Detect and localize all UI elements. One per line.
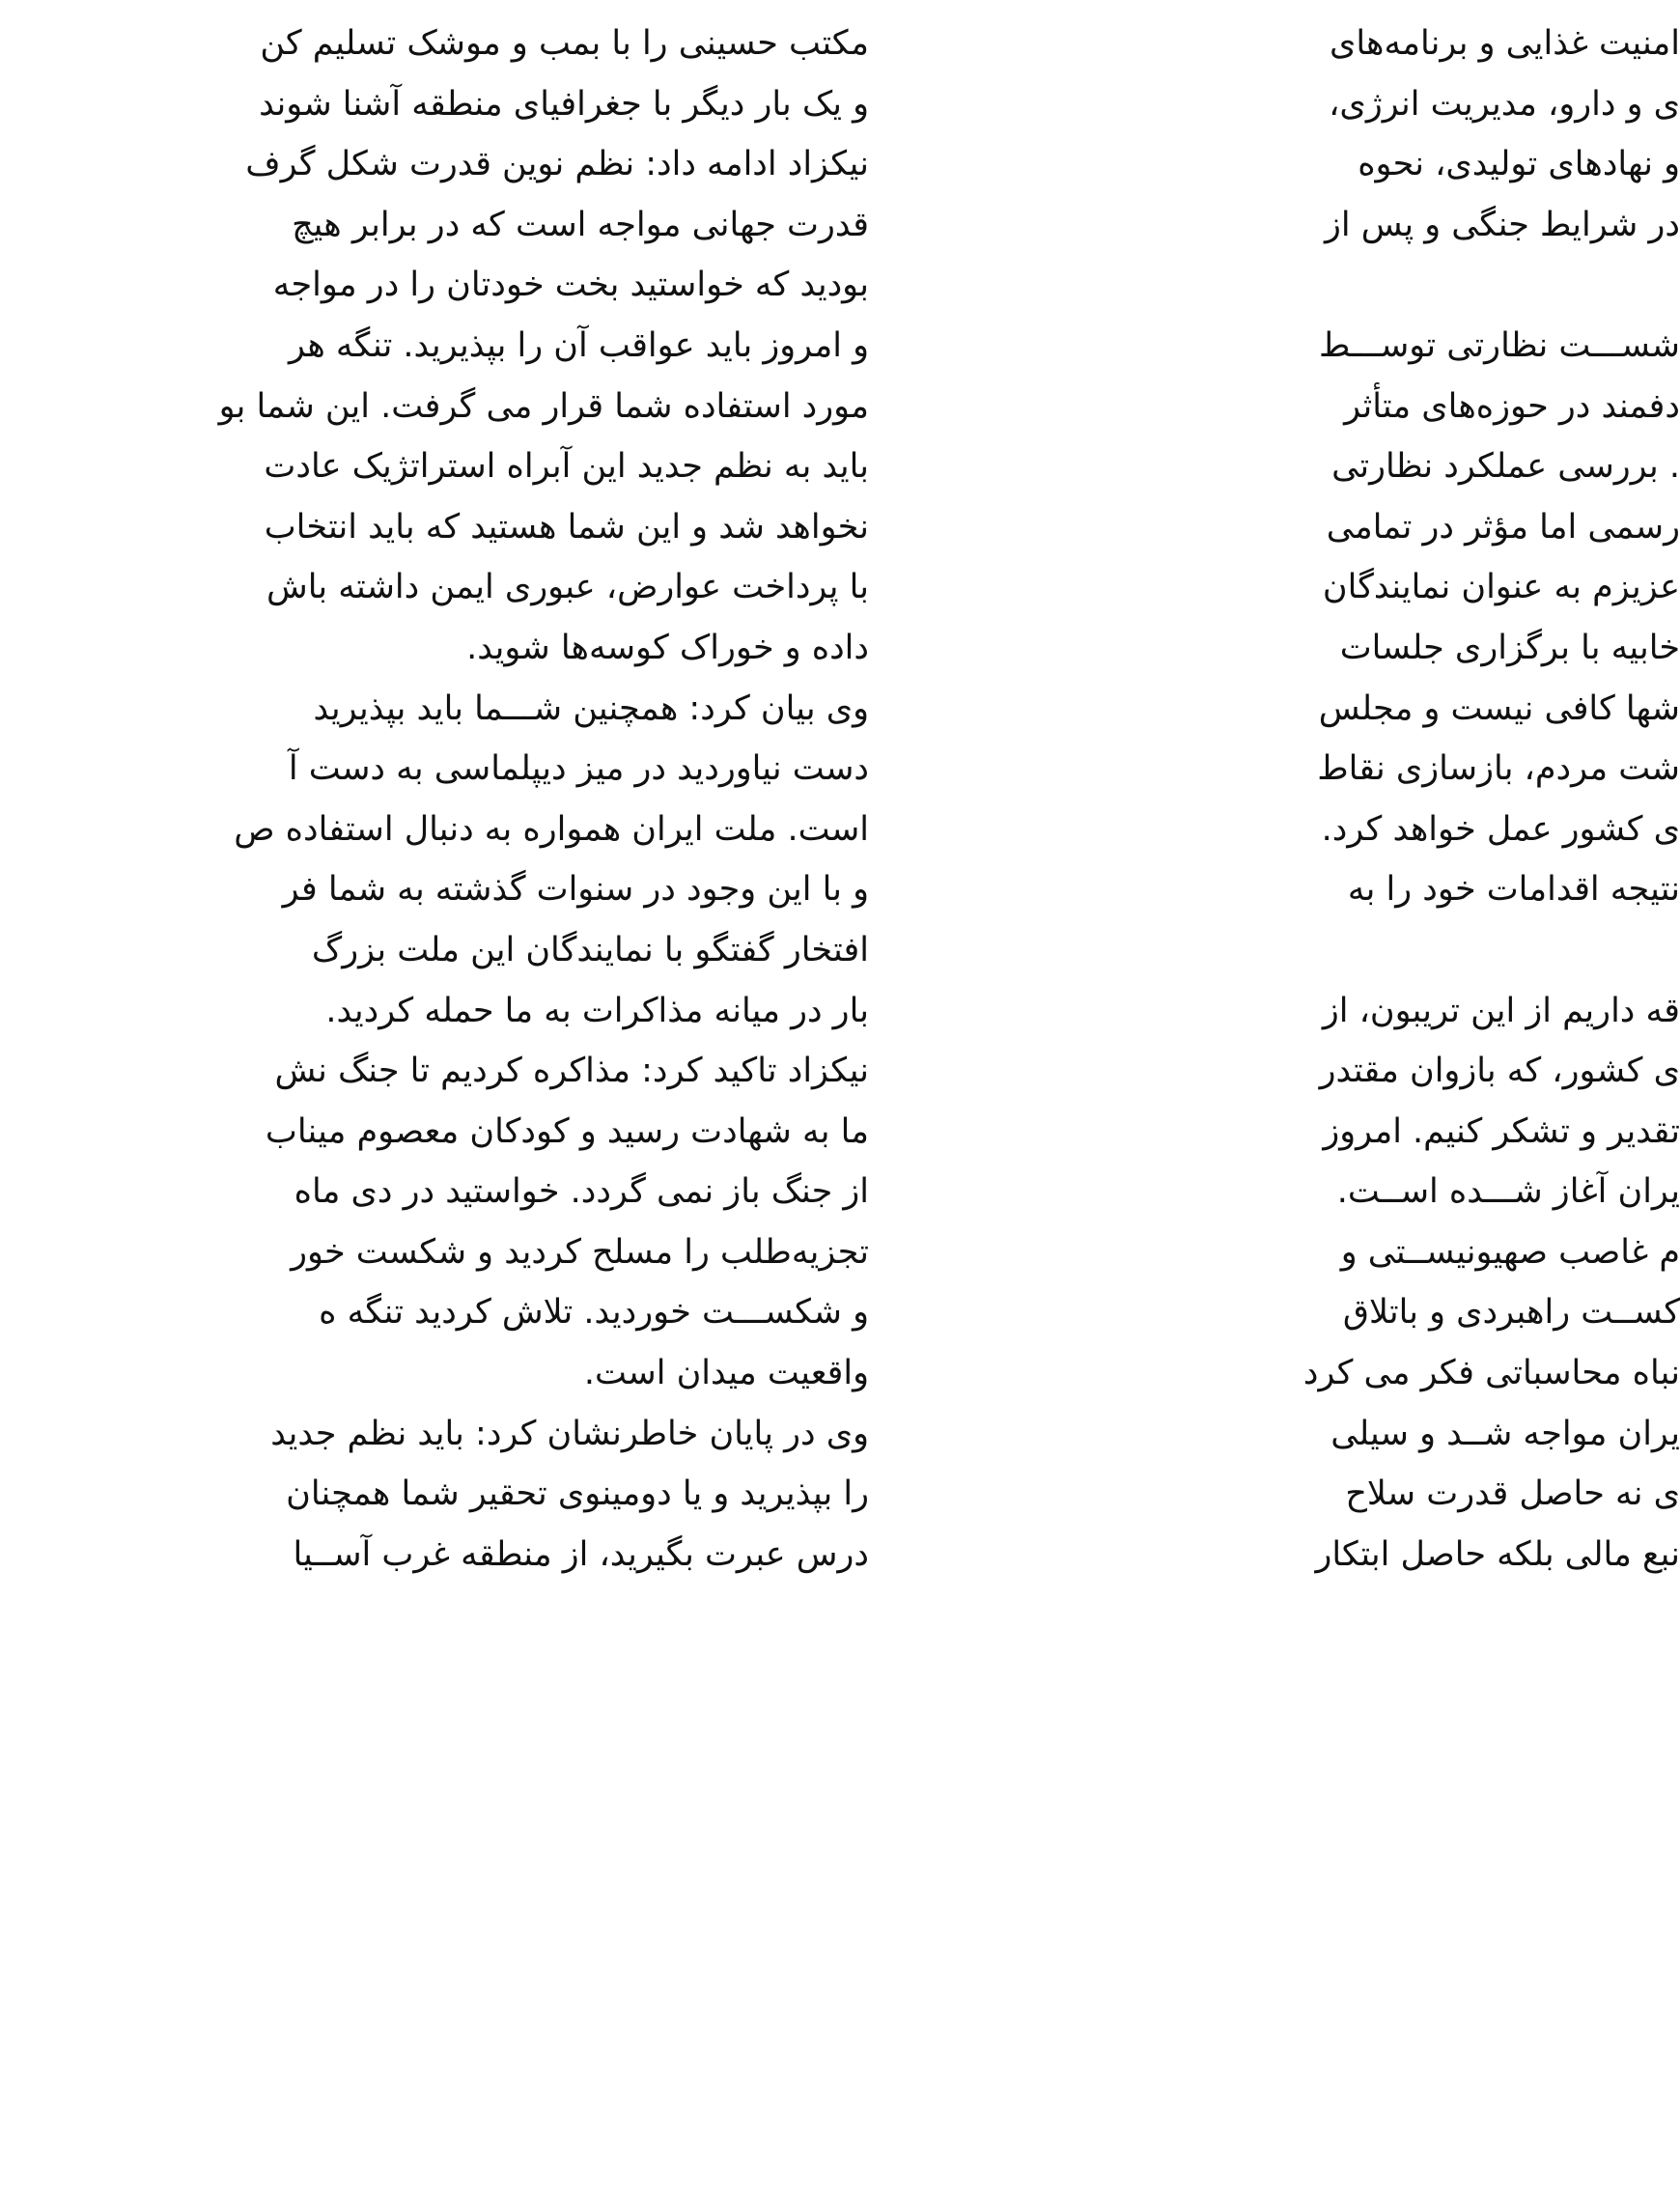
text-line: نباه محاسباتی فکر می کرد — [1302, 1354, 1680, 1393]
text-line: نبع مالی بلکه حاصل ابتکار — [1315, 1534, 1680, 1574]
text-line: قدرت جهانی مواجه است که در برابر هیچ — [292, 205, 869, 244]
text-line: و نهادهای تولیدی، نحوه — [1358, 145, 1680, 184]
text-line: کســت راهبردی و باتلاق — [1342, 1293, 1680, 1333]
text-line: دفمند در حوزه‌های متأثر — [1344, 386, 1680, 426]
text-line: نیکزاد ادامه داد: نظم نوین قدرت شکل گرف — [245, 145, 869, 184]
text-line: ی کشور عمل خواهد کرد. — [1321, 809, 1680, 849]
text-line: شت مردم، بازسازی نقاط — [1317, 749, 1680, 789]
text-line: و با این وجود در سنوات گذشته به شما فر — [282, 870, 869, 910]
paragraph-gap — [946, 255, 1680, 316]
text-line: نخواهد شد و این شما هستید که باید انتخاب — [264, 507, 869, 547]
text-line: ی کشور، که بازوان مقتدر — [1319, 1052, 1680, 1091]
text-line: یران آغاز شـــده اســت. — [1336, 1172, 1680, 1212]
text-line: و امروز باید عواقب آن را بپذیرید. تنگه هر — [289, 325, 869, 365]
text-line: تجزیه‌طلب را مسلح کردید و شکست خور — [291, 1232, 869, 1272]
text-line: و شکســـت خوردید. تلاش کردید تنگه ه — [319, 1293, 869, 1333]
text-line: شســـت نظارتی توســـط — [1319, 325, 1680, 365]
text-line: رسمی اما مؤثر در تمامی — [1326, 507, 1680, 547]
text-line: ی و دارو، مدیریت انرژی، — [1329, 84, 1680, 124]
text-line: م غاصب صهیونیســتی و — [1340, 1232, 1680, 1272]
text-line: عزیزم به عنوان نمایندگان — [1322, 568, 1680, 607]
paragraph-gap — [946, 920, 1680, 981]
text-line: را بپذیرید و یا دومینوی تحقیر شما همچنان — [286, 1474, 869, 1514]
text-line: وی بیان کرد: همچنین شـــما باید بپذیرید — [313, 688, 869, 728]
text-line: مکتب حسینی را با بمب و موشک تسلیم کن — [260, 24, 869, 63]
text-line: است. ملت ایران همواره به دنبال استفاده ص — [234, 809, 869, 849]
text-line: قه داریم از این تریبون، از — [1322, 991, 1680, 1030]
text-line: . بررسی عملکرد نظارتی — [1331, 447, 1680, 487]
text-line: درس عبرت بگیرید، از منطقه غرب آســیا — [293, 1534, 869, 1574]
text-line: از جنگ باز نمی گردد. خواستید در دی ماه — [294, 1172, 869, 1212]
text-line: نتیجه اقدامات خود را به — [1347, 870, 1680, 910]
text-line: وی در پایان خاطرنشان کرد: باید نظم جدید — [270, 1414, 869, 1453]
text-line: خابیه با برگزاری جلسات — [1339, 628, 1680, 667]
text-line: با پرداخت عوارض، عبوری ایمن داشته باش — [266, 568, 869, 607]
right-text-column — [946, 14, 1680, 1585]
left-text-column — [0, 14, 869, 1585]
text-line: واقعیت میدان است. — [583, 1354, 869, 1393]
text-line: باید به نظم جدید این آبراه استراتژیک عادت — [264, 447, 869, 487]
text-line: نیکزاد تاکید کرد: مذاکره کردیم تا جنگ نش — [274, 1052, 869, 1091]
text-line: مورد استفاده شما قرار می گرفت. این شما بو — [218, 386, 869, 426]
text-line: تقدیر و تشکر کنیم. امروز — [1323, 1111, 1680, 1151]
text-line: بار در میانه مذاکرات به ما حمله کردید. — [325, 991, 869, 1030]
text-line: و یک بار دیگر با جغرافیای منطقه آشنا شوند — [259, 84, 869, 124]
text-line: ما به شهادت رسید و کودکان معصوم میناب — [265, 1111, 869, 1151]
text-line: دست نیاوردید در میز دیپلماسی به دست آ — [288, 749, 869, 789]
text-line: یران مواجه شــد و سیلی — [1330, 1414, 1680, 1453]
text-line: افتخار گفتگو با نمایندگان این ملت بزرگ — [311, 930, 869, 969]
text-line: شها کافی نیست و مجلس — [1318, 688, 1680, 728]
text-line: امنیت غذایی و برنامه‌های — [1329, 24, 1680, 63]
text-line: داده و خوراک کوسه‌ها شوید. — [466, 628, 869, 667]
text-line: بودید که خواستید بخت خودتان را در مواجه — [272, 266, 869, 305]
text-line: ی نه حاصل قدرت سلاح — [1345, 1474, 1680, 1514]
right-column-clip — [927, 0, 1680, 2190]
text-line: در شرایط جنگی و پس از — [1324, 205, 1680, 244]
